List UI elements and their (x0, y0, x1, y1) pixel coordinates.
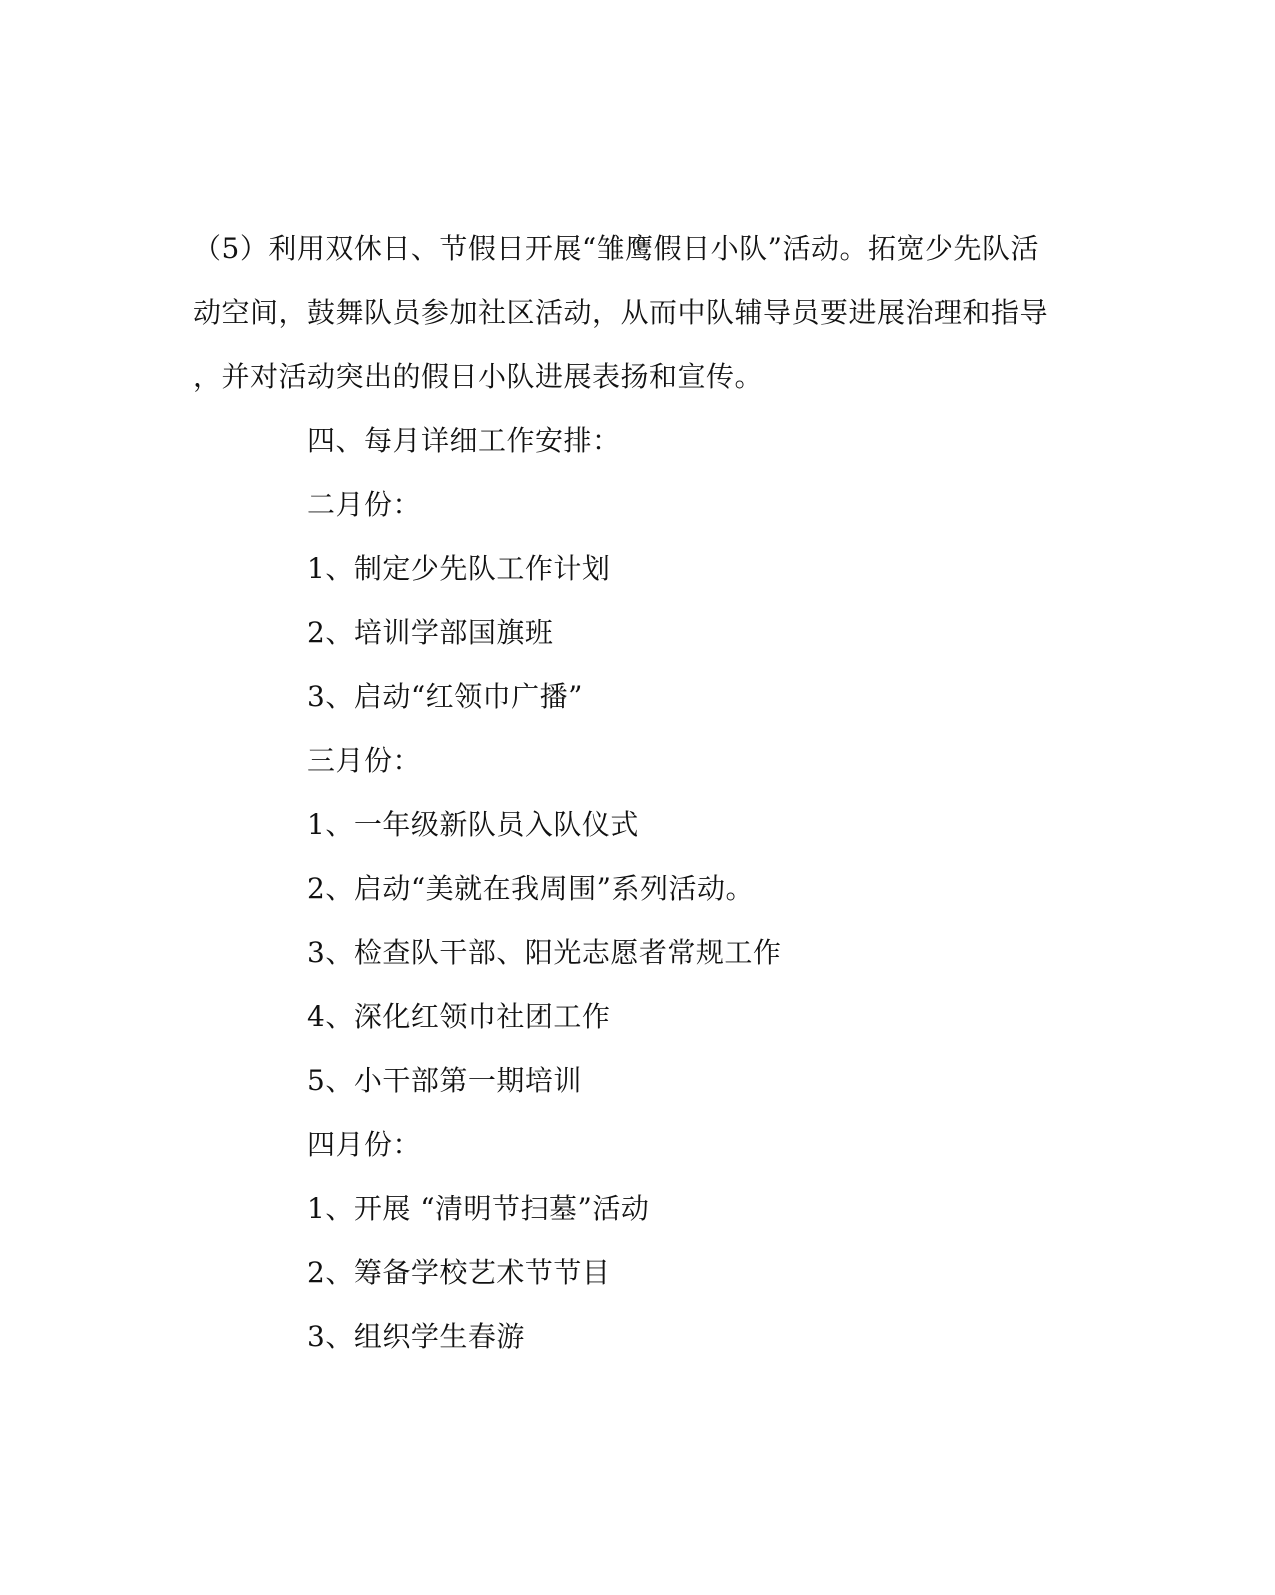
paragraph-line: （5）利用双休日、节假日开展“雏鹰假日小队”活动。拓宽少先队活 (193, 232, 1039, 265)
list-item: 1、一年级新队员入队仪式 (307, 808, 639, 841)
list-item: 2、培训学部国旗班 (307, 616, 554, 649)
list-item: 5、小干部第一期培训 (307, 1064, 582, 1097)
list-item: 3、启动“红领巾广播” (307, 680, 583, 713)
month-label-february: 二月份： (307, 488, 422, 521)
list-item: 3、组织学生春游 (307, 1320, 525, 1353)
list-item: 4、深化红领巾社团工作 (307, 1000, 611, 1033)
list-item: 2、启动“美就在我周围”系列活动。 (307, 872, 754, 905)
list-item: 3、检查队干部、阳光志愿者常规工作 (307, 936, 782, 969)
section-heading: 四、每月详细工作安排： (307, 424, 621, 457)
month-label-april: 四月份： (307, 1128, 422, 1161)
paragraph-line: 动空间，鼓舞队员参加社区活动，从而中队辅导员要进展治理和指导 (193, 296, 1049, 329)
list-item: 2、筹备学校艺术节节目 (307, 1256, 611, 1289)
list-item: 1、制定少先队工作计划 (307, 552, 611, 585)
month-label-march: 三月份： (307, 744, 422, 777)
list-item: 1、开展 “清明节扫墓”活动 (307, 1192, 650, 1225)
paragraph-line: ，并对活动突出的假日小队进展表扬和宣传。 (193, 360, 764, 393)
